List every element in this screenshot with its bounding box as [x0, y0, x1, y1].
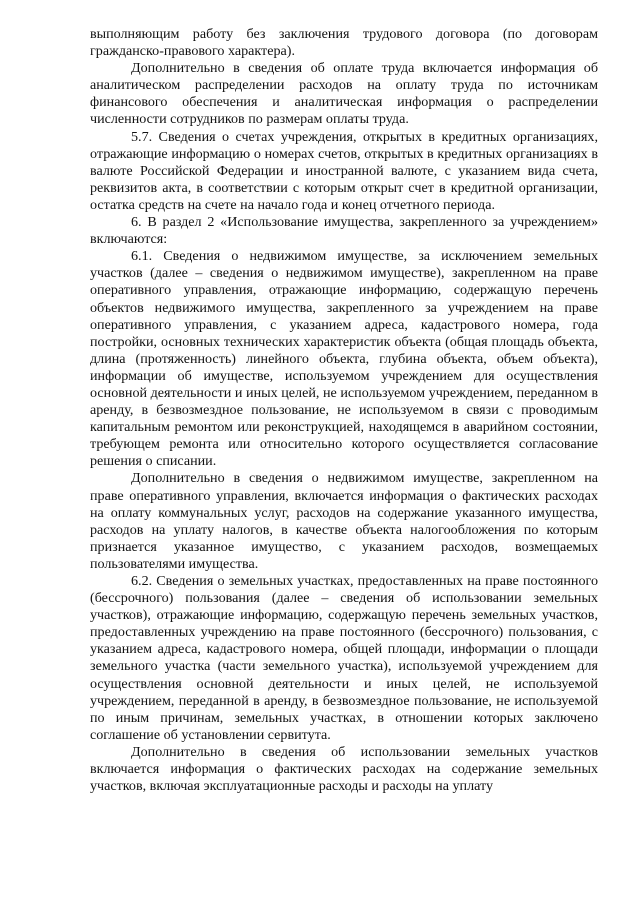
paragraph-item-5-7: 5.7. Сведения о счетах учреждения, открытых в кредитных организациях, отражающие информацию о номерах счетов, открытых в кредитных организациях в валюте Российской Федерации и иностранной валюте, с указанием вида счета, реквизитов акта, в соответствии с которым открыт счет в кредитной организации, остатка средств на счете на начало года и конец отчетного периода.	[90, 128, 598, 213]
paragraph-continuation: выполняющим работу без заключения трудового договора (по договорам гражданско-правового характера).	[90, 26, 598, 60]
paragraph-item-6: 6. В раздел 2 «Использование имущества, закрепленного за учреждением» включаются:	[90, 214, 598, 248]
paragraph-property-additional: Дополнительно в сведения о недвижимом имуществе, закрепленном на праве оперативного управления, включается информация о фактических расходах на оплату коммунальных услуг, расходов на содержание указанного имущества, расходов на уплату налогов, в качестве объекта налогообложения по которым признается указанное имущество, с указанием расходов, возмещаемых пользователями имущества.	[90, 470, 598, 572]
paragraph-pay-additional: Дополнительно в сведения об оплате труда включается информация об аналитическом распределении расходов на оплату труда по источникам финансового обеспечения и аналитическая информация о распределении численности сотрудников по размерам оплаты труда.	[90, 60, 598, 128]
paragraph-item-6-2: 6.2. Сведения о земельных участках, предоставленных на праве постоянного (бессрочного) пользования (далее – сведения об использовании земельных участков), отражающие информацию, содержащую перечень земельных участков, предоставленных учреждению на праве постоянного (бессрочного) пользования, с указанием адреса, кадастрового номера, общей площади, информации о площади земельного участка (части земельного участка), используемой учреждением для осуществления основной деятельности и иных целей, не используемой учреждением, переданной в аренду, в безвозмездное пользование, не используемой по иным причинам, земельных участках, в отношении которых заключено соглашение об установлении сервитута.	[90, 573, 598, 743]
document-body	[90, 26, 598, 795]
paragraph-item-6-1: 6.1. Сведения о недвижимом имуществе, за исключением земельных участков (далее – сведения о недвижимом имуществе), закрепленном на праве оперативного управления, отражающие информацию, содержащую перечень объектов недвижимого имущества, закрепленного за учреждением на праве оперативного управления, с указанием адреса, кадастрового номера, года постройки, основных технических характеристик объекта (общая площадь объекта, длина (протяженность) линейного объекта, глубина объекта, объем объекта), информации об имуществе, используемом учреждением для осуществления основной деятельности и иных целей, не используемом учреждением, переданном в аренду, в безвозмездное пользование, не используемом в связи с проводимым капитальным ремонтом или реконструкцией, находящемся в аварийном состоянии, требующем ремонта или относительно которого осуществляется согласование решения о списании.	[90, 248, 598, 470]
paragraph-land-additional: Дополнительно в сведения об использовании земельных участков включается информация о фактических расходах на содержание земельных участков, включая эксплуатационные расходы и расходы на уплату	[90, 743, 598, 795]
